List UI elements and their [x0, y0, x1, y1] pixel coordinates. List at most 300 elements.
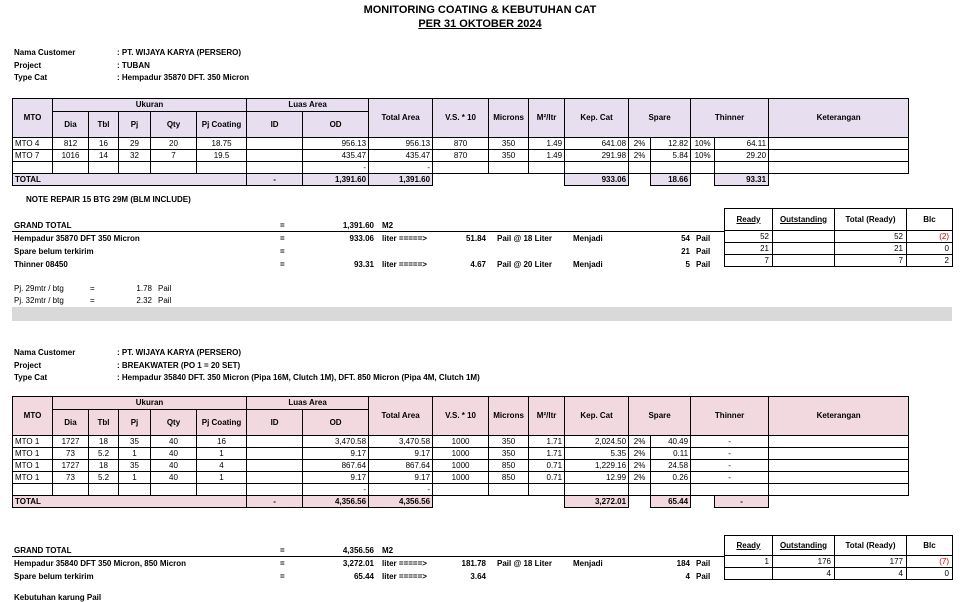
- cell-dia: 1016: [53, 150, 89, 162]
- th-spare: Spare: [629, 99, 691, 138]
- line-liter: liter =====>: [382, 559, 427, 568]
- cell-m2ltr: 1.49: [529, 138, 565, 150]
- sum-ready-value: 1: [725, 556, 773, 568]
- cell-spare-value: [651, 162, 691, 174]
- cell-mto: [13, 162, 53, 174]
- cell-thinner: [691, 484, 769, 496]
- cell-keterangan: [769, 150, 909, 162]
- cell-od: -: [303, 484, 369, 496]
- cell-total-area: 435.47: [369, 150, 433, 162]
- cell-qty: 40: [151, 448, 197, 460]
- cell-vs: 870: [433, 150, 489, 162]
- th-kep-cat: Kep. Cat: [565, 99, 629, 138]
- th-tbl: Tbl: [89, 112, 119, 138]
- cell-dia: 73: [53, 448, 89, 460]
- grand-total-unit-2: M2: [382, 546, 394, 555]
- th-pj-2: Pj: [119, 410, 151, 436]
- grand-total-eq: =: [280, 221, 285, 230]
- sum-outstanding-value: [773, 231, 835, 243]
- cell-tbl: 14: [89, 150, 119, 162]
- cell-keterangan: [769, 448, 909, 460]
- sum-outstanding-value: [773, 255, 835, 267]
- line-label: Spare belum terkirim: [14, 247, 94, 256]
- cell-vs: 1000: [433, 436, 489, 448]
- cell-vs: 1000: [433, 460, 489, 472]
- cell-vs: 1000: [433, 448, 489, 460]
- cell-total-area: 956.13: [369, 138, 433, 150]
- grand-total-value-2: 4,356.56: [342, 546, 374, 555]
- cell-id: [247, 138, 303, 150]
- mto-table-2: [12, 396, 909, 508]
- total-label: TOTAL: [13, 174, 247, 186]
- table-row: [13, 150, 909, 162]
- cell-od: 9.17: [303, 448, 369, 460]
- cell-dia: 1727: [53, 460, 89, 472]
- th-spare-2: Spare: [629, 397, 691, 436]
- pj-note-label: Pj. 32mtr / btg: [14, 296, 64, 305]
- cell-od: 3,470.58: [303, 436, 369, 448]
- cell-keterangan: [769, 484, 909, 496]
- grand-total-unit: M2: [382, 221, 394, 230]
- line-pail: 3.64: [470, 572, 486, 581]
- sum-total-ready-2: Total (Ready): [835, 536, 907, 556]
- total-spare-2: 65.44: [651, 496, 691, 508]
- pj-note-unit: Pail: [158, 284, 172, 293]
- th-vs-2: V.S. * 10: [433, 397, 489, 436]
- cell-keterangan: [769, 472, 909, 484]
- pj-note-label: Pj. 29mtr / btg: [14, 284, 64, 293]
- th-luas-area: Luas Area: [247, 99, 369, 112]
- th-total-area: Total Area: [369, 99, 433, 138]
- cell-keterangan: [769, 436, 909, 448]
- sum-blc-value: 0: [907, 568, 953, 580]
- summary-row: [725, 231, 953, 243]
- cell-id: [247, 484, 303, 496]
- line-count: 184: [676, 559, 690, 568]
- cell-qty: [151, 162, 197, 174]
- project-label-2: Project: [14, 361, 42, 370]
- pj-note-value: 1.78: [136, 284, 152, 293]
- cell-spare-pct: [629, 484, 651, 496]
- sum-total-ready-value: 177: [835, 556, 907, 568]
- cell-microns: 850: [489, 460, 529, 472]
- summary-row: [725, 255, 953, 267]
- grand-total-eq-2: =: [280, 546, 285, 555]
- cell-microns: 350: [489, 436, 529, 448]
- cell-total-area: 9.17: [369, 472, 433, 484]
- cell-kep-cat: 1,229.16: [565, 460, 629, 472]
- cell-pj-coating: 1: [197, 472, 247, 484]
- cell-kep-cat: 291.98: [565, 150, 629, 162]
- project-label: Project: [14, 61, 42, 70]
- line-count: 5: [685, 260, 690, 269]
- cell-total-area: -: [369, 162, 433, 174]
- cell-dia: 812: [53, 138, 89, 150]
- cell-keterangan: [769, 138, 909, 150]
- total-thinner: 93.31: [715, 174, 769, 186]
- line-unit: Pail: [696, 234, 711, 243]
- cell-kep-cat: [565, 162, 629, 174]
- th-thinner: Thinner: [691, 99, 769, 138]
- cell-mto: MTO 1: [13, 448, 53, 460]
- sum-blc-value: 2: [907, 255, 953, 267]
- sum-outstanding-value: 176: [773, 556, 835, 568]
- total-id-2: -: [247, 496, 303, 508]
- cell-microns: 350: [489, 150, 529, 162]
- cell-thinner: -: [691, 460, 769, 472]
- type-cat-value-2: : Hempadur 35840 DFT. 350 Micron (Pipa 16M, Clutch 1M), DFT. 850 Micron (Pipa 4M, Clutch 1M): [117, 373, 480, 382]
- cell-kep-cat: 2,024.50: [565, 436, 629, 448]
- total-thinner-2: -: [715, 496, 769, 508]
- table-row: [13, 436, 909, 448]
- cell-mto: MTO 4: [13, 138, 53, 150]
- cell-spare-pct: 2%: [629, 460, 651, 472]
- cell-vs: [433, 162, 489, 174]
- th-id-2: ID: [247, 410, 303, 436]
- pj-note-value: 2.32: [136, 296, 152, 305]
- customer-value-2: : PT. WIJAYA KARYA (PERSERO): [117, 348, 242, 357]
- customer-label: Nama Customer: [14, 48, 76, 57]
- line-count: 21: [681, 247, 690, 256]
- line-unit: Pail: [696, 260, 711, 269]
- cell-pj: [119, 162, 151, 174]
- cell-pj-coating: 19.5: [197, 150, 247, 162]
- line-eq: =: [280, 247, 285, 256]
- table-row: [13, 138, 909, 150]
- sum-total-ready-value: 52: [835, 231, 907, 243]
- customer-label-2: Nama Customer: [14, 348, 76, 357]
- th-tbl-2: Tbl: [89, 410, 119, 436]
- section-divider: [12, 307, 952, 321]
- th-keterangan: Keterangan: [769, 99, 909, 138]
- line-eq: =: [280, 234, 285, 243]
- cell-spare-value: 40.49: [651, 436, 691, 448]
- line-liter: liter =====>: [382, 234, 427, 243]
- line-value: 65.44: [353, 572, 374, 581]
- table-row: [13, 460, 909, 472]
- cell-spare-value: 0.11: [651, 448, 691, 460]
- line-pail: 4.67: [470, 260, 486, 269]
- line-label: Spare belum terkirim: [14, 572, 94, 581]
- cell-pj-coating: [197, 484, 247, 496]
- total-od: 1,391.60: [303, 174, 369, 186]
- sum-ready: Ready: [725, 209, 773, 231]
- cell-m2ltr: [529, 162, 565, 174]
- page-title: MONITORING COATING & KEBUTUHAN CAT: [363, 4, 597, 16]
- cell-spare-pct: 2%: [629, 472, 651, 484]
- table-row: [13, 484, 909, 496]
- th-vs: V.S. * 10: [433, 99, 489, 138]
- th-qty: Qty: [151, 112, 197, 138]
- line-pail: 51.84: [465, 234, 486, 243]
- sum-outstanding-value: [773, 243, 835, 255]
- cell-m2ltr: 1.71: [529, 448, 565, 460]
- cell-spare-value: [651, 484, 691, 496]
- cell-m2ltr: 1.71: [529, 436, 565, 448]
- cell-mto: MTO 1: [13, 460, 53, 472]
- mto-table-1: [12, 98, 909, 186]
- cell-kep-cat: [565, 484, 629, 496]
- cell-pj-coating: 1: [197, 448, 247, 460]
- cell-m2ltr: 0.71: [529, 460, 565, 472]
- cell-total-area: 3,470.58: [369, 436, 433, 448]
- sum-ready-value: 7: [725, 255, 773, 267]
- type-cat-label: Type Cat: [14, 73, 48, 82]
- sum-blc-2: Blc: [907, 536, 953, 556]
- summary-row: [725, 568, 953, 580]
- cell-spare-pct: 2%: [629, 150, 651, 162]
- th-pj: Pj: [119, 112, 151, 138]
- th-ukuran: Ukuran: [53, 99, 247, 112]
- cell-dia: [53, 162, 89, 174]
- cell-qty: 40: [151, 436, 197, 448]
- line-pail-label: Pail @ 18 Liter: [497, 559, 552, 568]
- sum-blc-value: (2): [907, 231, 953, 243]
- cell-total-area: -: [369, 484, 433, 496]
- sum-ready-value: [725, 568, 773, 580]
- cell-id: [247, 150, 303, 162]
- cell-od: -: [303, 162, 369, 174]
- total-od-2: 4,356.56: [303, 496, 369, 508]
- cell-qty: [151, 484, 197, 496]
- th-mto: MTO: [13, 99, 53, 138]
- cell-m2ltr: 0.71: [529, 472, 565, 484]
- line-label: Hempadur 35870 DFT 350 Micron: [14, 234, 140, 243]
- summary-table-2: [724, 535, 953, 580]
- cell-qty: 40: [151, 472, 197, 484]
- line-liter: liter =====>: [382, 572, 427, 581]
- total-kep-cat-2: 3,272.01: [565, 496, 629, 508]
- total-row-2: [13, 496, 909, 508]
- line-label: Thinner 08450: [14, 260, 68, 269]
- line-count: 54: [681, 234, 690, 243]
- th-microns-2: Microns: [489, 397, 529, 436]
- cell-thinner-pct: 10%: [691, 138, 715, 150]
- cell-tbl: [89, 484, 119, 496]
- cell-keterangan: [769, 162, 909, 174]
- line-value: 933.06: [349, 234, 374, 243]
- th-total-area-2: Total Area: [369, 397, 433, 436]
- cell-id: [247, 472, 303, 484]
- th-m2ltr-2: M²/ltr: [529, 397, 565, 436]
- cell-spare-pct: 2%: [629, 436, 651, 448]
- th-dia-2: Dia: [53, 410, 89, 436]
- line-label: Hempadur 35840 DFT 350 Micron, 850 Micron: [14, 559, 187, 568]
- cell-dia: 73: [53, 472, 89, 484]
- cell-kep-cat: 641.08: [565, 138, 629, 150]
- total-row: [13, 174, 909, 186]
- grand-total-label-2: GRAND TOTAL: [14, 546, 72, 555]
- cell-qty: 20: [151, 138, 197, 150]
- line-menjadi: Menjadi: [573, 559, 603, 568]
- cell-pj: 35: [119, 460, 151, 472]
- cell-pj-coating: 16: [197, 436, 247, 448]
- cell-microns: 350: [489, 138, 529, 150]
- line-unit: Pail: [696, 559, 711, 568]
- sum-total-ready-value: 4: [835, 568, 907, 580]
- cell-dia: 1727: [53, 436, 89, 448]
- line-value: 3,272.01: [342, 559, 374, 568]
- sum-outstanding-2: Outstanding: [773, 536, 835, 556]
- cell-tbl: [89, 162, 119, 174]
- cell-spare-value: 0.26: [651, 472, 691, 484]
- th-luas-area-2: Luas Area: [247, 397, 369, 410]
- note-repair: NOTE REPAIR 15 BTG 29M (BLM INCLUDE): [26, 195, 191, 204]
- sum-blc-value: 0: [907, 243, 953, 255]
- cell-pj: 29: [119, 138, 151, 150]
- line-menjadi: Menjadi: [573, 234, 603, 243]
- cell-thinner: -: [691, 448, 769, 460]
- cell-id: [247, 460, 303, 472]
- th-od-2: OD: [303, 410, 369, 436]
- th-qty-2: Qty: [151, 410, 197, 436]
- cell-vs: 870: [433, 138, 489, 150]
- pj-note-unit: Pail: [158, 296, 172, 305]
- cell-tbl: 16: [89, 138, 119, 150]
- cell-vs: [433, 484, 489, 496]
- th-od: OD: [303, 112, 369, 138]
- cell-spare-value: 24.58: [651, 460, 691, 472]
- cell-microns: 850: [489, 472, 529, 484]
- cell-qty: 7: [151, 150, 197, 162]
- cell-od: 435.47: [303, 150, 369, 162]
- cell-pj-coating: 4: [197, 460, 247, 472]
- line-unit: Pail: [696, 247, 711, 256]
- pj-note-eq: =: [90, 296, 95, 305]
- line-eq: =: [280, 260, 285, 269]
- line-unit: Pail: [696, 572, 711, 581]
- cell-pj-coating: [197, 162, 247, 174]
- cell-mto: MTO 1: [13, 436, 53, 448]
- cell-mto: MTO 1: [13, 472, 53, 484]
- cell-total-area: 867.64: [369, 460, 433, 472]
- th-m2ltr: M²/ltr: [529, 99, 565, 138]
- table-row: [13, 472, 909, 484]
- line-count: 4: [685, 572, 690, 581]
- cell-pj: 1: [119, 448, 151, 460]
- cell-microns: 350: [489, 448, 529, 460]
- cell-tbl: 5.2: [89, 472, 119, 484]
- pj-note-eq: =: [90, 284, 95, 293]
- cell-thinner: -: [691, 472, 769, 484]
- cell-qty: 40: [151, 460, 197, 472]
- cell-microns: [489, 484, 529, 496]
- cell-m2ltr: 1.49: [529, 150, 565, 162]
- line-pail: 181.78: [461, 559, 486, 568]
- project-value-2: : BREAKWATER (PO 1 = 20 SET): [117, 361, 241, 370]
- cell-mto: [13, 484, 53, 496]
- total-area-2: 4,356.56: [369, 496, 433, 508]
- cell-kep-cat: 12.99: [565, 472, 629, 484]
- cell-od: 867.64: [303, 460, 369, 472]
- grand-total-value: 1,391.60: [342, 221, 374, 230]
- cell-thinner-value: 64.11: [715, 138, 769, 150]
- sum-blc: Blc: [907, 209, 953, 231]
- sum-ready-value: 52: [725, 231, 773, 243]
- line-eq: =: [280, 572, 285, 581]
- grand-total-label: GRAND TOTAL: [14, 221, 72, 230]
- cell-total-area: 9.17: [369, 448, 433, 460]
- cell-vs: 1000: [433, 472, 489, 484]
- type-cat-label-2: Type Cat: [14, 373, 48, 382]
- th-pj-coating-2: Pj Coating: [197, 410, 247, 436]
- type-cat-value: : Hempadur 35870 DFT. 350 Micron: [117, 73, 250, 82]
- th-thinner-2: Thinner: [691, 397, 769, 436]
- cell-pj: 35: [119, 436, 151, 448]
- cell-thinner-pct: [691, 162, 715, 174]
- cell-microns: [489, 162, 529, 174]
- customer-value: : PT. WIJAYA KARYA (PERSERO): [117, 48, 242, 57]
- cell-tbl: 18: [89, 436, 119, 448]
- line-value: 93.31: [353, 260, 374, 269]
- sum-total-ready-value: 7: [835, 255, 907, 267]
- cell-m2ltr: [529, 484, 565, 496]
- cut-off-line: Kebutuhan karung Pail: [14, 593, 102, 602]
- cell-spare-pct: 2%: [629, 448, 651, 460]
- line-eq: =: [280, 559, 285, 568]
- sum-total-ready-value: 21: [835, 243, 907, 255]
- total-label-2: TOTAL: [13, 496, 247, 508]
- summary-table-1: [724, 208, 953, 267]
- total-id: -: [247, 174, 303, 186]
- table-row: [13, 162, 909, 174]
- cell-spare-pct: 2%: [629, 138, 651, 150]
- page-subtitle: PER 31 OKTOBER 2024: [418, 18, 542, 30]
- summary-row: [725, 556, 953, 568]
- total-area: 1,391.60: [369, 174, 433, 186]
- cell-od: 9.17: [303, 472, 369, 484]
- cell-pj: [119, 484, 151, 496]
- line-menjadi: Menjadi: [573, 260, 603, 269]
- cell-pj: 32: [119, 150, 151, 162]
- total-spare: 18.66: [651, 174, 691, 186]
- cell-dia: [53, 484, 89, 496]
- cell-spare-value: 12.82: [651, 138, 691, 150]
- cell-keterangan: [769, 460, 909, 472]
- cell-id: [247, 448, 303, 460]
- cell-spare-pct: [629, 162, 651, 174]
- cell-tbl: 5.2: [89, 448, 119, 460]
- line-liter: liter =====>: [382, 260, 427, 269]
- th-id: ID: [247, 112, 303, 138]
- total-kep-cat: 933.06: [565, 174, 629, 186]
- project-value: : TUBAN: [117, 61, 150, 70]
- sum-outstanding: Outstanding: [773, 209, 835, 231]
- th-ukuran-2: Ukuran: [53, 397, 247, 410]
- cell-kep-cat: 5.35: [565, 448, 629, 460]
- cell-id: [247, 162, 303, 174]
- th-dia: Dia: [53, 112, 89, 138]
- cell-spare-value: 5.84: [651, 150, 691, 162]
- cell-thinner: -: [691, 436, 769, 448]
- th-mto-2: MTO: [13, 397, 53, 436]
- line-pail-label: Pail @ 18 Liter: [497, 234, 552, 243]
- summary-row: [725, 243, 953, 255]
- cell-id: [247, 436, 303, 448]
- th-kep-cat-2: Kep. Cat: [565, 397, 629, 436]
- cell-thinner-pct: 10%: [691, 150, 715, 162]
- th-keterangan-2: Keterangan: [769, 397, 909, 436]
- sum-total-ready: Total (Ready): [835, 209, 907, 231]
- table-row: [13, 448, 909, 460]
- cell-thinner-value: [715, 162, 769, 174]
- sum-ready-2: Ready: [725, 536, 773, 556]
- sum-ready-value: 21: [725, 243, 773, 255]
- cell-thinner-value: 29.20: [715, 150, 769, 162]
- sum-outstanding-value: 4: [773, 568, 835, 580]
- cell-mto: MTO 7: [13, 150, 53, 162]
- sum-blc-value: (7): [907, 556, 953, 568]
